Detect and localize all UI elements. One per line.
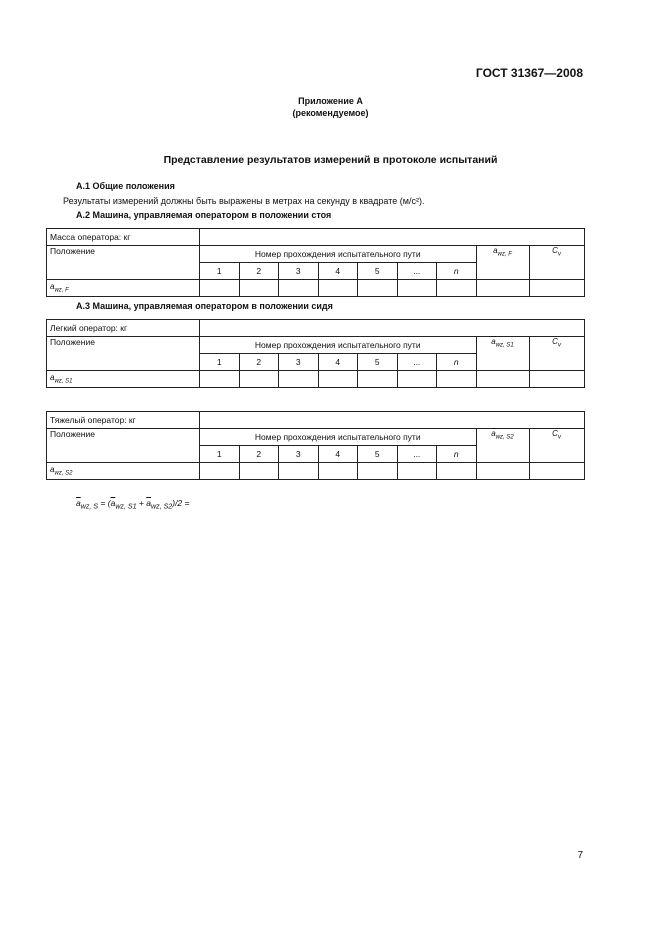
- cv-subscript: v: [557, 434, 561, 441]
- pass-number: 1: [200, 263, 240, 280]
- mean-header: [476, 246, 529, 280]
- cv-symbol: C: [552, 246, 558, 255]
- results-table: [46, 319, 585, 388]
- passes-label: Номер прохождения испытательного пути: [200, 429, 477, 446]
- pass-number: ...: [397, 263, 437, 280]
- value-cell[interactable]: [397, 463, 437, 480]
- formula-t1: $\overline{a}$: [110, 498, 116, 508]
- standard-number: ГОСТ 31367—2008: [475, 66, 583, 80]
- passes-label: Номер прохождения испытательного пути: [200, 337, 477, 354]
- header-row: [47, 246, 585, 263]
- mean-header: [476, 337, 529, 371]
- pass-number: n: [437, 446, 477, 463]
- cv-header: [529, 337, 584, 371]
- value-cell[interactable]: [200, 371, 240, 388]
- value-cell[interactable]: [358, 280, 398, 297]
- mean-subscript: wz, F: [497, 251, 512, 258]
- row-subscript: wz, F: [54, 287, 69, 294]
- value-cell[interactable]: [279, 463, 319, 480]
- mean-symbol: $\overline{a}$: [493, 246, 498, 255]
- value-cell[interactable]: [437, 280, 477, 297]
- cv-value-cell[interactable]: [529, 280, 584, 297]
- position-label: Положение: [47, 337, 200, 371]
- value-cell[interactable]: [239, 371, 279, 388]
- main-title: Представление результатов измерений в протоколе испытаний: [163, 154, 498, 166]
- formula-tail: )/2 =: [172, 498, 190, 508]
- pass-number: 2: [239, 263, 279, 280]
- pass-number: 3: [279, 446, 319, 463]
- value-cell[interactable]: [397, 371, 437, 388]
- pass-number: 5: [358, 446, 398, 463]
- cv-subscript: v: [557, 342, 561, 349]
- row-symbol-cell: [47, 371, 200, 388]
- cv-header: [529, 429, 584, 463]
- row-symbol: a: [50, 373, 55, 383]
- value-cell[interactable]: [239, 280, 279, 297]
- value-cell[interactable]: [437, 463, 477, 480]
- value-cell[interactable]: [279, 371, 319, 388]
- pass-number: 3: [279, 263, 319, 280]
- value-cell[interactable]: [397, 280, 437, 297]
- formula-eq: = (: [98, 498, 111, 508]
- mass-value-cell[interactable]: [200, 229, 585, 246]
- section-a3-title: А.3 Машина, управляемая оператором в положении сидя: [76, 301, 333, 311]
- mass-row: [47, 412, 585, 429]
- row-subscript: wz, S2: [54, 470, 73, 477]
- passes-label: Номер прохождения испытательного пути: [200, 246, 477, 263]
- pass-number: 3: [279, 354, 319, 371]
- mass-value-cell[interactable]: [200, 412, 585, 429]
- row-subscript: wz, S1: [54, 378, 73, 385]
- mass-row: [47, 320, 585, 337]
- section-a1-text: Результаты измерений должны быть выражены в метрах на секунду в квадрате (м/с²).: [63, 196, 425, 206]
- pass-number: 4: [318, 263, 358, 280]
- mass-label: Легкий оператор: кг: [47, 320, 200, 337]
- mean-symbol: $\overline{a}$: [491, 337, 496, 346]
- header-row: [47, 337, 585, 354]
- pass-number: ...: [397, 446, 437, 463]
- mean-header: [476, 429, 529, 463]
- mean-symbol: $\overline{a}$: [491, 429, 496, 438]
- mass-label: Масса оператора: кг: [47, 229, 200, 246]
- cv-symbol: C: [552, 429, 558, 438]
- cv-symbol: C: [552, 337, 558, 346]
- section-a2-title: А.2 Машина, управляемая оператором в положении стоя: [76, 210, 332, 220]
- value-cell[interactable]: [437, 371, 477, 388]
- value-cell[interactable]: [318, 463, 358, 480]
- value-cell[interactable]: [239, 463, 279, 480]
- mean-subscript: wz, S1: [495, 342, 514, 349]
- page-number: 7: [577, 850, 583, 861]
- cv-header: [529, 246, 584, 280]
- pass-number: 5: [358, 354, 398, 371]
- value-cell[interactable]: [358, 463, 398, 480]
- formula-t2: $\overline{a}$: [146, 498, 151, 508]
- results-table: [46, 228, 585, 297]
- position-label: Положение: [47, 246, 200, 280]
- value-cell[interactable]: [200, 463, 240, 480]
- data-row: [47, 371, 585, 388]
- value-cell[interactable]: [318, 280, 358, 297]
- header-row: [47, 429, 585, 446]
- value-cell[interactable]: [200, 280, 240, 297]
- mass-value-cell[interactable]: [200, 320, 585, 337]
- mean-value-cell[interactable]: [476, 371, 529, 388]
- mean-value-cell[interactable]: [476, 463, 529, 480]
- position-label: Положение: [47, 429, 200, 463]
- formula-t2-sub: wz, S2: [150, 502, 173, 511]
- results-table: [46, 411, 585, 480]
- row-symbol-cell: [47, 280, 200, 297]
- value-cell[interactable]: [358, 371, 398, 388]
- pass-number: 4: [318, 354, 358, 371]
- data-row: [47, 463, 585, 480]
- formula-plus: +: [136, 498, 147, 508]
- appendix-type: (рекомендуемое): [292, 108, 369, 118]
- value-cell[interactable]: [318, 371, 358, 388]
- pass-number: 5: [358, 263, 398, 280]
- cv-value-cell[interactable]: [529, 463, 584, 480]
- mean-subscript: wz, S2: [495, 434, 514, 441]
- data-row: [47, 280, 585, 297]
- row-symbol: a: [50, 282, 55, 292]
- mean-value-cell[interactable]: [476, 280, 529, 297]
- cv-subscript: v: [557, 251, 561, 258]
- section-a1-title: А.1 Общие положения: [76, 181, 175, 191]
- pass-number: n: [437, 263, 477, 280]
- pass-number: 4: [318, 446, 358, 463]
- mean-formula: [76, 498, 189, 511]
- row-symbol-cell: [47, 463, 200, 480]
- appendix-title: Приложение А: [298, 96, 363, 106]
- mass-row: [47, 229, 585, 246]
- value-cell[interactable]: [279, 280, 319, 297]
- pass-number: 1: [200, 446, 240, 463]
- formula-lhs: $\overline{a}$: [76, 498, 81, 508]
- formula-lhs-sub: wz, S: [80, 502, 99, 511]
- row-symbol: a: [50, 465, 55, 475]
- pass-number: 2: [239, 354, 279, 371]
- pass-number: n: [437, 354, 477, 371]
- formula-t1-sub: wz, S1: [115, 502, 137, 511]
- mass-label: Тяжелый оператор: кг: [47, 412, 200, 429]
- pass-number: ...: [397, 354, 437, 371]
- pass-number: 2: [239, 446, 279, 463]
- cv-value-cell[interactable]: [529, 371, 584, 388]
- pass-number: 1: [200, 354, 240, 371]
